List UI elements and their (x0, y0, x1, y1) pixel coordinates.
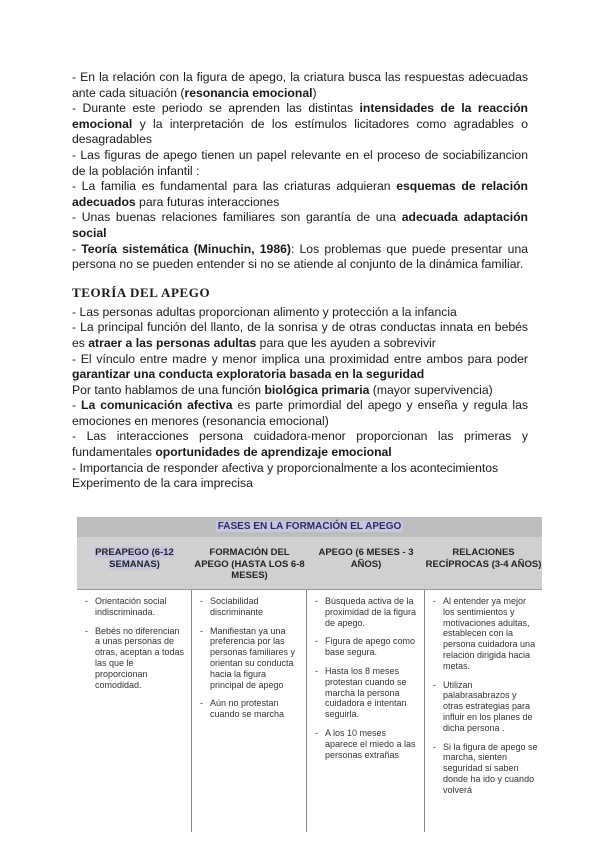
list-item: - Manifiestan ya una preferencia por las personas familiares y orientan su conducta hacia la figura principal de apego (200, 626, 302, 691)
column-apego (307, 590, 425, 832)
list-item: - Orientación social indiscriminada. (85, 596, 187, 618)
table-header-row (77, 537, 542, 589)
theory-line-4: Por tanto hablamos de una función biológica primaria (mayor supervivencia) (72, 382, 493, 397)
intro-line-2: - Durante este periodo se aprenden las distintas intensidades de la reacción emocional y la interpretación de los estímulos licitadores como agradables o desagradables (72, 101, 528, 147)
header-apego: APEGO (6 MESES - 3 AÑOS) (318, 547, 414, 570)
intro-section (72, 70, 528, 273)
list-item: - Aún no protestan cuando se marcha (200, 698, 302, 720)
list-item: - Al entender ya mejor los sentimientos y motivaciones adultas, establecen con la persona cuidadora una relación dirigida hacia metas. (433, 596, 538, 672)
list-item: - Utilizan palabrasabrazos y otras estrategias para influir en los planes de dicha persona . (433, 680, 538, 734)
section-heading: TEORÍA DEL APEGO (72, 284, 211, 300)
intro-line-6: - Teoría sistemática (Minuchin, 1986): Los problemas que puede presentar una persona no se pueden entender si no se atiende al conjunto de la dinámica familiar. (72, 241, 528, 272)
theory-line-3: - El vínculo entre madre y menor implica una proximidad entre ambos para poder garantizar una conducta exploratoria basada en la seguridad (72, 351, 528, 382)
column-formacion (192, 590, 307, 832)
list-item: - Sociabilidad discriminante (200, 596, 302, 618)
list-item: - Si la figura de apego se marcha, sienten seguridad si saben donde ha ido y cuando volverá (433, 742, 538, 796)
header-formacion: FORMACIÓN DEL APEGO (HASTA LOS 6-8 MESES) (194, 547, 305, 581)
column-preapego (77, 590, 192, 832)
list-item: - Búsqueda activa de la proximidad de la figura de apego. (315, 596, 420, 628)
header-preapego: PREAPEGO (6-12 SEMANAS) (95, 547, 174, 570)
theory-line-2: - La principal función del llanto, de la sonrisa y de otras conductas innata en bebés es atraer a las personas adultas para que les ayuden a sobrevivir (72, 320, 528, 350)
list-item: - Figura de apego como base segura. (315, 636, 420, 658)
theory-section (72, 305, 528, 492)
header-relaciones: RELACIONES RECÍPROCAS (3-4 AÑOS) (425, 547, 542, 570)
table-title: FASES EN LA FORMACIÓN EL APEGO (77, 517, 542, 537)
intro-line-3: - Las figuras de apego tienen un papel relevante en el proceso de sociabilizancion de la población infantil : (72, 147, 528, 178)
list-item: - Hasta los 8 meses protestan cuando se marcha la persona cuidadora e intentan seguirla. (315, 666, 420, 720)
intro-line-4: - La familia es fundamental para las criaturas adquieran esquemas de relación adecuados para futuras interacciones (72, 179, 528, 209)
theory-line-6: - Las interacciones persona cuidadora-menor proporcionan las primeras y fundamentales oportunidades de aprendizaje emocional (72, 429, 528, 460)
theory-line-7: - Importancia de responder afectiva y proporcionalmente a los acontecimientos (72, 460, 499, 475)
column-relaciones (425, 590, 542, 832)
theory-line-5: - La comunicación afectiva es parte primordial del apego y enseña y regula las emociones en menores (resonancia emocional) (72, 398, 528, 428)
theory-line-8: Experimento de la cara imprecisa (72, 476, 253, 491)
theory-line-1: - Las personas adultas proporcionan alimento y protección a la infancia (72, 304, 457, 319)
intro-line-1: - En la relación con la figura de apego, la criatura busca las respuestas adecuadas ante cada situación (resonancia emocional) (72, 70, 528, 100)
list-item: - A los 10 meses aparece el miedo a las personas extrañas (315, 728, 420, 760)
phases-table (77, 517, 542, 832)
intro-line-5: - Unas buenas relaciones familiares son garantía de una adecuada adaptación social (72, 210, 528, 240)
table-body (77, 589, 542, 832)
document-page (72, 70, 528, 492)
list-item: - Bebés no diferencian a unas personas de otras, aceptan a todas las que le proporcionan comodidad. (85, 626, 187, 691)
